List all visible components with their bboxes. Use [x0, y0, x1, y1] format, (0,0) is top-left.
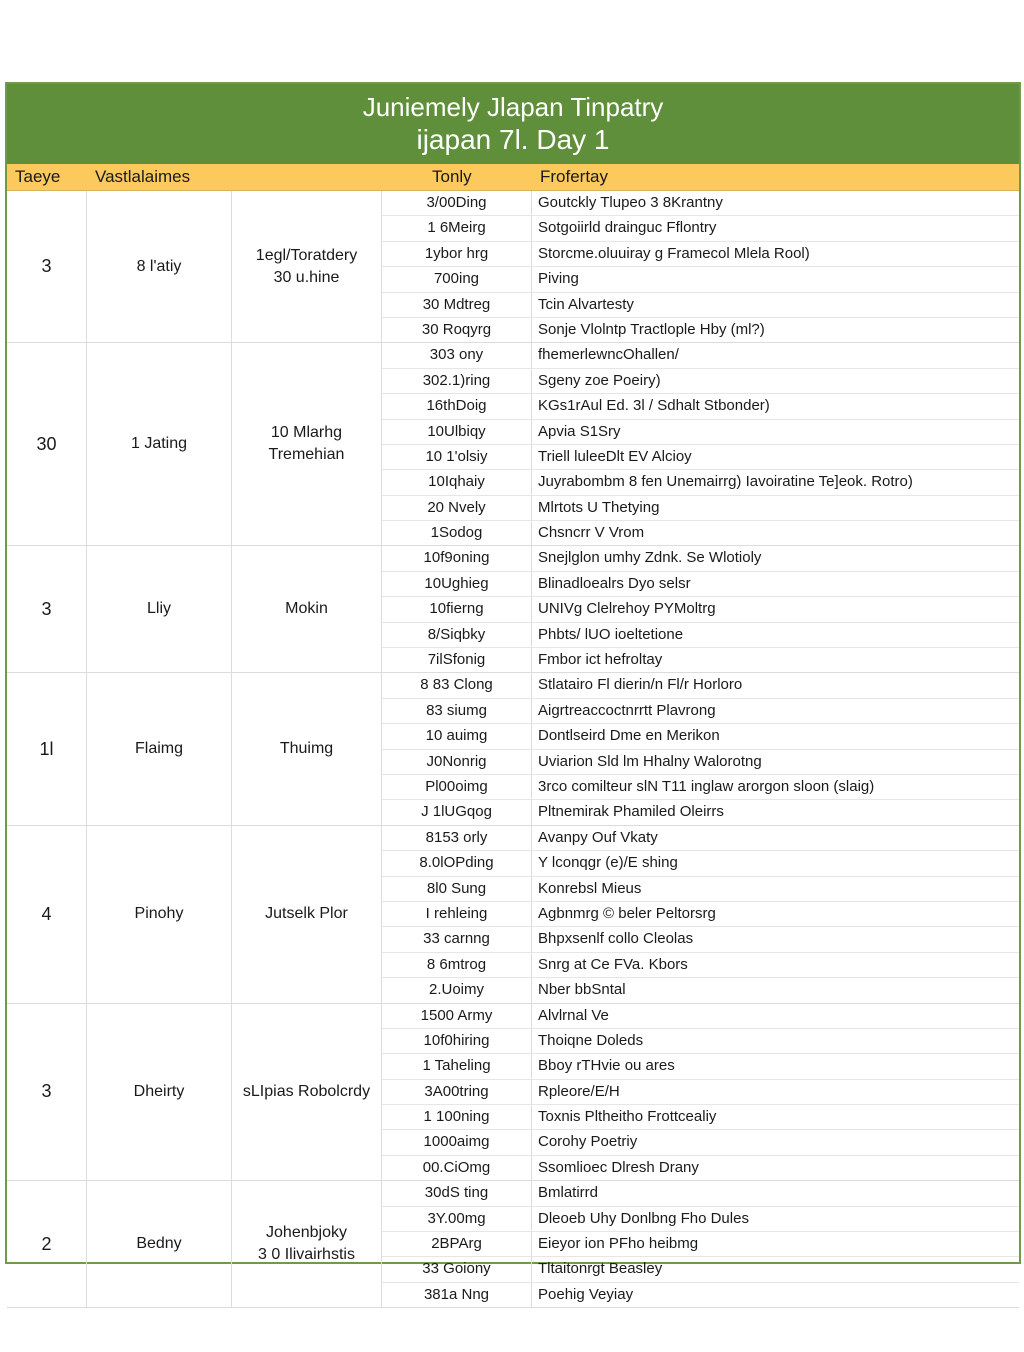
table-row [382, 318, 1019, 342]
time-cell: 30dS ting [382, 1181, 532, 1205]
table-row [382, 496, 1019, 521]
day-group [7, 1181, 1019, 1308]
time-cell: 8l0 Sung [382, 877, 532, 901]
time-cell: 1 100ning [382, 1105, 532, 1129]
table-row [382, 293, 1019, 318]
time-cell: 2BPArg [382, 1232, 532, 1256]
day-number: 4 [7, 826, 87, 1003]
activity-cell: Avanpy Ouf Vkaty [538, 828, 658, 846]
activity-cell: Corohy Poetriy [538, 1133, 638, 1151]
city-name: 8 l'atiy [87, 191, 232, 342]
table-row [382, 1257, 1019, 1282]
time-cell: 3Y.00mg [382, 1207, 532, 1231]
header-row [7, 164, 1019, 191]
activity-cell: Storcme.oluuiray g Framecol Mlela Rool) [538, 244, 810, 262]
day-group [7, 191, 1019, 343]
time-cell: 1000aimg [382, 1130, 532, 1154]
time-cell: 3/00Ding [382, 191, 532, 215]
activity-cell: Stlatairo Fl dierin/n Fl/r Horloro [538, 676, 743, 694]
table-row [382, 1130, 1019, 1155]
activity-cell: Piving [538, 270, 579, 288]
table-row [382, 597, 1019, 622]
table-row [382, 826, 1019, 851]
time-cell: J0Nonrig [382, 750, 532, 774]
day-theme: Johenbjoky 3 0 Ilivairhstis [232, 1181, 382, 1307]
table-row [382, 673, 1019, 698]
activity-cell: Chsncrr V Vrom [538, 524, 645, 542]
activity-cell: Bhpxsenlf collo Cleolas [538, 930, 694, 948]
city-name: Flaimg [87, 673, 232, 824]
activity-cell: Blinadloealrs Dyo selsr [538, 574, 691, 592]
table-row [382, 1156, 1019, 1180]
schedule-rows [382, 343, 1019, 545]
table-row [382, 521, 1019, 545]
table-row [382, 191, 1019, 216]
time-cell: 30 Mdtreg [382, 293, 532, 317]
header-activity: Frofertay [540, 167, 609, 186]
table-row [382, 369, 1019, 394]
table-row [382, 775, 1019, 800]
day-theme: 10 Mlarhg Tremehian [232, 343, 382, 545]
table-row [382, 724, 1019, 749]
activity-cell: fhemerlewncOhallen/ [538, 346, 679, 364]
activity-cell: Snrg at Ce FVa. Kbors [538, 955, 688, 973]
city-name: Dheirty [87, 1004, 232, 1181]
time-cell: 10 auimg [382, 724, 532, 748]
day-number: 30 [7, 343, 87, 545]
time-cell: 303 ony [382, 343, 532, 367]
table-row [382, 800, 1019, 824]
day-theme: Thuimg [232, 673, 382, 824]
table-row [382, 546, 1019, 571]
activity-cell: 3rco comilteur slN T11 inglaw arorgon sloon (slaig) [538, 777, 875, 795]
time-cell: 302.1)ring [382, 369, 532, 393]
time-cell: 10f9oning [382, 546, 532, 570]
schedule-rows [382, 191, 1019, 342]
time-cell: 33 carnng [382, 927, 532, 951]
city-name: Pinohy [87, 826, 232, 1003]
table-row [382, 978, 1019, 1002]
activity-cell: Tcin Alvartesty [538, 295, 634, 313]
time-cell: 1Sodog [382, 521, 532, 545]
activity-cell: Thoiqne Doleds [538, 1031, 644, 1049]
city-name: 1 Jating [87, 343, 232, 545]
title-banner [7, 84, 1019, 164]
day-group [7, 343, 1019, 546]
time-cell: 20 Nvely [382, 496, 532, 520]
day-number: 3 [7, 1004, 87, 1181]
time-cell: 10fierng [382, 597, 532, 621]
table-row [382, 902, 1019, 927]
schedule-rows [382, 546, 1019, 672]
activity-cell: Pltnemirak Phamiled Oleirrs [538, 803, 724, 821]
activity-cell: Bboy rTHvie ou ares [538, 1057, 675, 1075]
day-number: 3 [7, 546, 87, 672]
day-number: 2 [7, 1181, 87, 1307]
time-cell: 00.CiOmg [382, 1156, 532, 1180]
time-cell: I rehleing [382, 902, 532, 926]
schedule-rows [382, 826, 1019, 1003]
table-row [382, 420, 1019, 445]
itinerary-sheet [5, 82, 1021, 1303]
time-cell: 1ybor hrg [382, 242, 532, 266]
activity-cell: Dontlseird Dme en Merikon [538, 727, 720, 745]
time-cell: 8/Siqbky [382, 623, 532, 647]
day-theme: Jutselk Plor [232, 826, 382, 1003]
activity-cell: Rpleore/E/H [538, 1082, 620, 1100]
activity-cell: Apvia S1Sry [538, 422, 621, 440]
table-row [382, 1207, 1019, 1232]
activity-cell: Eieyor ion PFho heibmg [538, 1235, 699, 1253]
activity-cell: Konrebsl Mieus [538, 879, 642, 897]
schedule-rows [382, 1004, 1019, 1181]
time-cell: 7ilSfonig [382, 648, 532, 672]
table-row [382, 343, 1019, 368]
table-row [382, 699, 1019, 724]
activity-cell: Y lconqgr (e)/E shing [538, 854, 678, 872]
title-line-2: ijapan 7l. Day 1 [416, 124, 610, 155]
table-row [382, 1283, 1019, 1307]
time-cell: 1 Taheling [382, 1054, 532, 1078]
table-row [382, 750, 1019, 775]
activity-cell: Mlrtots U Thetying [538, 498, 660, 516]
table-row [382, 1080, 1019, 1105]
table-row [382, 648, 1019, 672]
day-theme: sLIpias Robolcrdy [232, 1004, 382, 1181]
activity-cell: Poehig Veyiay [538, 1285, 634, 1303]
activity-cell: Triell luleeDlt EV Alcioy [538, 447, 692, 465]
table-row [382, 445, 1019, 470]
time-cell: 10f0hiring [382, 1029, 532, 1053]
day-number: 3 [7, 191, 87, 342]
activity-cell: Sotgoiirld drainguc Fflontry [538, 219, 717, 237]
table-row [382, 953, 1019, 978]
table-row [382, 242, 1019, 267]
header-city: Vastlalaimes [95, 167, 191, 186]
time-cell: 10 1'olsiy [382, 445, 532, 469]
table-row [382, 216, 1019, 241]
activity-cell: Snejlglon umhy Zdnk. Se Wlotioly [538, 549, 762, 567]
table-row [382, 572, 1019, 597]
table-row [382, 1181, 1019, 1206]
activity-cell: Nber bbSntal [538, 981, 626, 999]
table-row [382, 1054, 1019, 1079]
time-cell: 8153 orly [382, 826, 532, 850]
activity-cell: Aigrtreaccoctnrrtt Plavrong [538, 701, 716, 719]
activity-cell: Sgeny zoe Poeiry) [538, 371, 661, 389]
header-day: Taeye [15, 167, 61, 186]
time-cell: 8 83 Clong [382, 673, 532, 697]
day-number: 1l [7, 673, 87, 824]
time-cell: 30 Roqyrg [382, 318, 532, 342]
activity-cell: Tltaitonrgt Beasley [538, 1260, 663, 1278]
city-name: Lliy [87, 546, 232, 672]
time-cell: 1500 Army [382, 1004, 532, 1028]
table-row [382, 1029, 1019, 1054]
city-name: Bedny [87, 1181, 232, 1307]
day-group [7, 826, 1019, 1004]
activity-cell: Dleoeb Uhy Donlbng Fho Dules [538, 1209, 749, 1227]
time-cell: 1 6Meirg [382, 216, 532, 240]
table-row [382, 394, 1019, 419]
day-theme: Mokin [232, 546, 382, 672]
table-row [382, 623, 1019, 648]
activity-cell: Phbts/ lUO ioeltetione [538, 625, 684, 643]
table-row [382, 851, 1019, 876]
day-group [7, 673, 1019, 825]
activity-cell: Juyrabombm 8 fen Unemairrg) Iavoiratine Te]eok. Rotro) [538, 473, 913, 491]
time-cell: 3A00tring [382, 1080, 532, 1104]
header-theme [232, 164, 382, 190]
time-cell: 16thDoig [382, 394, 532, 418]
time-cell: 2.Uoimy [382, 978, 532, 1002]
time-cell: 381a Nng [382, 1283, 532, 1307]
table-row [382, 1232, 1019, 1257]
time-cell: J 1lUGqog [382, 800, 532, 824]
table-row [382, 927, 1019, 952]
activity-cell: KGs1rAul Ed. 3l / Sdhalt Stbonder) [538, 397, 770, 415]
activity-cell: Goutckly Tlupeo 3 8Krantny [538, 194, 723, 211]
time-cell: 10Ulbiqy [382, 420, 532, 444]
table-row [382, 1004, 1019, 1029]
day-theme: 1egl/Toratdery 30 u.hine [232, 191, 382, 342]
time-cell: 33 Goiony [382, 1257, 532, 1281]
activity-cell: Sonje Vlolntp Tractlople Hby (ml?) [538, 320, 765, 338]
table-row [382, 877, 1019, 902]
time-cell: 10Ughieg [382, 572, 532, 596]
time-cell: 8 6mtrog [382, 953, 532, 977]
time-cell: 83 siumg [382, 699, 532, 723]
table-row [382, 1105, 1019, 1130]
activity-cell: Ssomlioec Dlresh Drany [538, 1158, 699, 1176]
activity-cell: Bmlatirrd [538, 1184, 599, 1202]
table-row [382, 267, 1019, 292]
header-time: Tonly [432, 167, 472, 186]
activity-cell: UNIVg Clelrehoy PYMoltrg [538, 600, 716, 618]
time-cell: 700ing [382, 267, 532, 291]
table-row [382, 470, 1019, 495]
day-group [7, 546, 1019, 673]
activity-cell: Toxnis Pltheitho Frottcealiy [538, 1108, 717, 1126]
activity-cell: Uviarion Sld lm Hhalny Walorotng [538, 752, 762, 770]
time-cell: 8.0lOPding [382, 851, 532, 875]
day-group [7, 1004, 1019, 1182]
activity-cell: Alvlrnal Ve [538, 1006, 609, 1024]
title-line-1: Juniemely Jlapan Tinpatry [362, 92, 664, 122]
schedule-rows [382, 673, 1019, 824]
schedule-rows [382, 1181, 1019, 1307]
activity-cell: Agbnmrg © beler Peltorsrg [538, 904, 716, 922]
activity-cell: Fmbor ict hefroltay [538, 651, 663, 669]
time-cell: Pl00oimg [382, 775, 532, 799]
itinerary-body [7, 191, 1019, 1308]
time-cell: 10Iqhaiy [382, 470, 532, 494]
